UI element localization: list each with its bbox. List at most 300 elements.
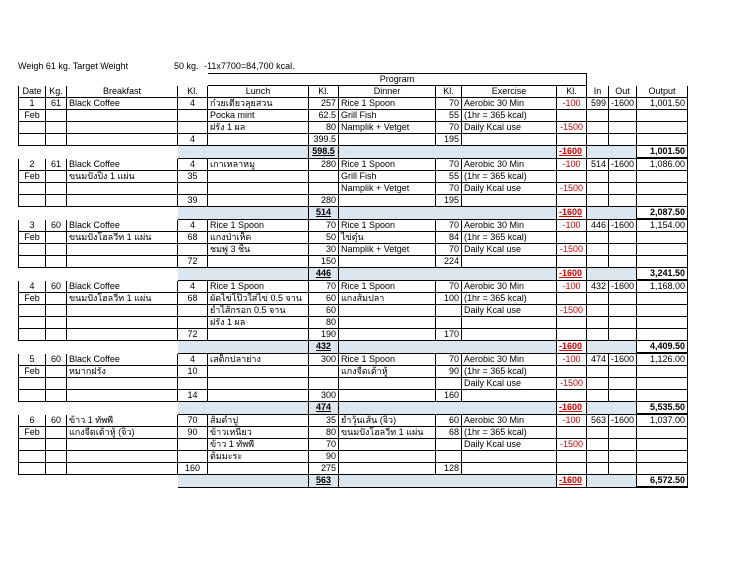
- kcal-in: 446: [587, 219, 609, 232]
- exercise-item: Daily Kcal use: [462, 183, 557, 195]
- table-row: [19, 414, 688, 427]
- kcal-out: [609, 244, 637, 256]
- breakfast-kl: [178, 439, 208, 451]
- weight-kg-empty: [46, 293, 67, 305]
- breakfast-kl: 4: [178, 219, 208, 232]
- lunch-kl: 62.5: [309, 110, 339, 122]
- current-weight: Weigh 61 kg. Target Weight: [18, 61, 129, 71]
- lunch-kl: 300: [309, 353, 339, 366]
- breakfast-item: [67, 378, 178, 390]
- lunch-kl: 70: [309, 280, 339, 293]
- kcal-out: -1600: [609, 98, 637, 110]
- dinner-item: แกงจืดเต้าหู้: [339, 366, 436, 378]
- total-shade: [587, 341, 637, 354]
- lunch-item: [208, 366, 309, 378]
- kcal-in: [587, 244, 609, 256]
- daily-output: [637, 451, 688, 463]
- breakfast-kl: 68: [178, 232, 208, 244]
- table-row: [19, 122, 688, 134]
- exercise-kl: [557, 451, 587, 463]
- breakfast-item: ขนมปังโฮลวีท 1 แผ่น: [67, 293, 178, 305]
- breakfast-item: Black Coffee: [67, 219, 178, 232]
- breakfast-empty: [67, 463, 178, 475]
- lunch-item: [208, 183, 309, 195]
- table-row: [19, 171, 688, 183]
- lunch-kl: 60: [309, 305, 339, 317]
- exercise-item: Aerobic 30 Min: [462, 353, 557, 366]
- kcal-out: [609, 232, 637, 244]
- cumulative-output: 4,409.50: [637, 341, 688, 354]
- lunch-item: Rice 1 Spoon: [208, 280, 309, 293]
- weight-kg-empty: [46, 366, 67, 378]
- kcal-in: 474: [587, 353, 609, 366]
- lunch-kl: 257: [309, 98, 339, 110]
- total-shade: [587, 146, 637, 159]
- day-number: 3: [19, 219, 46, 232]
- column-header: In: [587, 86, 609, 98]
- exercise-kl: -1500: [557, 244, 587, 256]
- lunch-item: เกาเหลาหมู: [208, 158, 309, 171]
- exercise-empty: [462, 390, 557, 402]
- lunch-kl: 60: [309, 293, 339, 305]
- weight-kg-empty: [46, 451, 67, 463]
- breakfast-empty: [67, 390, 178, 402]
- lunch-subtotal: 275: [309, 463, 339, 475]
- daily-output: 1,001.50: [637, 98, 688, 110]
- table-row: [19, 353, 688, 366]
- dinner-kl: [436, 305, 462, 317]
- breakfast-subtotal: 160: [178, 463, 208, 475]
- kcal-in: [587, 451, 609, 463]
- daily-output: [637, 305, 688, 317]
- lunch-kl: 30: [309, 244, 339, 256]
- date-empty: [19, 329, 46, 341]
- exercise-kl-empty: [557, 256, 587, 268]
- in-empty: [587, 195, 609, 207]
- dinner-kl: 68: [436, 427, 462, 439]
- exercise-kl-empty: [557, 390, 587, 402]
- lunch-empty: [208, 390, 309, 402]
- dinner-item: [339, 317, 436, 329]
- lunch-item: ต้มมะระ: [208, 451, 309, 463]
- weight-kg-empty: [46, 171, 67, 183]
- breakfast-kl: 70: [178, 414, 208, 427]
- exercise-kl: -100: [557, 219, 587, 232]
- daily-output: [637, 293, 688, 305]
- column-header: Kl.: [309, 86, 339, 98]
- date-empty: [19, 183, 46, 195]
- lunch-subtotal: 399.5: [309, 134, 339, 146]
- in-empty: [587, 390, 609, 402]
- spacer-cell: [19, 146, 178, 159]
- dinner-kl: 70: [436, 183, 462, 195]
- breakfast-empty: [67, 256, 178, 268]
- table-row: [19, 232, 688, 244]
- total-shade: [587, 402, 637, 415]
- kcal-in: [587, 366, 609, 378]
- dinner-kl: [436, 439, 462, 451]
- column-header: Kl.: [436, 86, 462, 98]
- breakfast-kl: [178, 244, 208, 256]
- day-total-row: [19, 475, 688, 488]
- out-empty: [609, 390, 637, 402]
- kcal-in: 432: [587, 280, 609, 293]
- spacer-cell: [19, 74, 208, 86]
- dinner-item: [339, 305, 436, 317]
- lunch-item: [208, 378, 309, 390]
- daily-output: 1,168.00: [637, 280, 688, 293]
- daily-output: [637, 122, 688, 134]
- total-shade: [587, 268, 637, 281]
- exercise-kl: -100: [557, 414, 587, 427]
- lunch-subtotal: 300: [309, 390, 339, 402]
- kcal-in: 514: [587, 158, 609, 171]
- out-empty: [609, 256, 637, 268]
- in-empty: [587, 463, 609, 475]
- dinner-kl: [436, 451, 462, 463]
- dinner-kl: [436, 317, 462, 329]
- lunch-empty: [208, 134, 309, 146]
- dinner-item: ยำวุ้นเส้น (จิ๋ว): [339, 414, 436, 427]
- kcal-out: [609, 293, 637, 305]
- lunch-item: Rice 1 Spoon: [208, 219, 309, 232]
- breakfast-kl: 4: [178, 353, 208, 366]
- day-exercise-total: -1600: [557, 341, 587, 354]
- cumulative-output: 2,087.50: [637, 207, 688, 220]
- dinner-subtotal: 160: [436, 390, 462, 402]
- table-row: [19, 378, 688, 390]
- breakfast-item: [67, 305, 178, 317]
- column-header-row: [19, 86, 688, 98]
- program-label: Program: [208, 74, 587, 86]
- dinner-item: Rice 1 Spoon: [339, 280, 436, 293]
- day-number: 4: [19, 280, 46, 293]
- exercise-kl-empty: [557, 463, 587, 475]
- total-shade: [178, 475, 309, 488]
- spacer-cell: [19, 268, 178, 281]
- day-exercise-total: -1600: [557, 402, 587, 415]
- weight-kg-empty: [46, 378, 67, 390]
- dinner-item: Rice 1 Spoon: [339, 353, 436, 366]
- in-empty: [587, 134, 609, 146]
- weight-kg-empty: [46, 110, 67, 122]
- column-header: Lunch: [208, 86, 309, 98]
- target-weight: 50 kg.: [174, 61, 199, 71]
- output-empty: [637, 390, 688, 402]
- dinner-kl: [436, 378, 462, 390]
- diet-program-table: [18, 73, 688, 488]
- exercise-kl: -100: [557, 280, 587, 293]
- dinner-item: Namplik + Vetget: [339, 122, 436, 134]
- kcal-out: [609, 183, 637, 195]
- spacer-cell: [587, 74, 688, 86]
- table-row: [19, 305, 688, 317]
- month: Feb: [19, 232, 46, 244]
- breakfast-kl: 4: [178, 280, 208, 293]
- dinner-empty: [339, 256, 436, 268]
- dinner-kl: 60: [436, 414, 462, 427]
- exercise-item: [462, 317, 557, 329]
- subtotal-row: [19, 329, 688, 341]
- exercise-empty: [462, 134, 557, 146]
- exercise-item: Daily Kcal use: [462, 439, 557, 451]
- month: Feb: [19, 171, 46, 183]
- dinner-empty: [339, 390, 436, 402]
- table-row: [19, 183, 688, 195]
- daily-output: [637, 171, 688, 183]
- cumulative-output: 5,535.50: [637, 402, 688, 415]
- lunch-kl: 50: [309, 232, 339, 244]
- breakfast-empty: [67, 134, 178, 146]
- lunch-item: [208, 171, 309, 183]
- dinner-empty: [339, 463, 436, 475]
- weight-kg-empty: [46, 122, 67, 134]
- weight-kg-empty: [46, 427, 67, 439]
- kcal-in: [587, 183, 609, 195]
- breakfast-empty: [67, 329, 178, 341]
- daily-output: [637, 183, 688, 195]
- day-kl-total: 446: [309, 268, 339, 281]
- kcal-out: [609, 305, 637, 317]
- dinner-item: Namplik + Vetget: [339, 183, 436, 195]
- breakfast-empty: [67, 195, 178, 207]
- in-empty: [587, 256, 609, 268]
- lunch-item: เสต็กปลาย่าง: [208, 353, 309, 366]
- breakfast-kl: [178, 122, 208, 134]
- weight-kg: 61: [46, 98, 67, 110]
- breakfast-kl: [178, 451, 208, 463]
- dinner-kl: 100: [436, 293, 462, 305]
- weight-kg-empty: [46, 329, 67, 341]
- dinner-item: Namplik + Vetget: [339, 244, 436, 256]
- breakfast-subtotal: 72: [178, 256, 208, 268]
- weight-kg: 60: [46, 414, 67, 427]
- lunch-subtotal: 280: [309, 195, 339, 207]
- output-empty: [637, 463, 688, 475]
- kcal-in: [587, 293, 609, 305]
- exercise-item: Aerobic 30 Min: [462, 219, 557, 232]
- kcal-in: 563: [587, 414, 609, 427]
- breakfast-subtotal: 39: [178, 195, 208, 207]
- breakfast-item: Black Coffee: [67, 280, 178, 293]
- lunch-kl: 90: [309, 451, 339, 463]
- date-empty: [19, 390, 46, 402]
- table-row: [19, 280, 688, 293]
- day-kl-total: 474: [309, 402, 339, 415]
- daily-output: [637, 110, 688, 122]
- breakfast-item: [67, 439, 178, 451]
- column-header: Out: [609, 86, 637, 98]
- lunch-kl: 80: [309, 427, 339, 439]
- lunch-item: ฝรั่ง 1 ผล: [208, 317, 309, 329]
- total-shade: [587, 207, 637, 220]
- exercise-kl: -100: [557, 98, 587, 110]
- breakfast-kl: 68: [178, 293, 208, 305]
- weight-kg-empty: [46, 244, 67, 256]
- output-empty: [637, 256, 688, 268]
- column-header: Date: [19, 86, 46, 98]
- dinner-item: แกงส้มปลา: [339, 293, 436, 305]
- kcal-in: [587, 232, 609, 244]
- daily-output: [637, 366, 688, 378]
- kcal-in: [587, 439, 609, 451]
- kcal-in: [587, 427, 609, 439]
- day-kl-total: 598.5: [309, 146, 339, 159]
- table-row: [19, 439, 688, 451]
- lunch-kl: 70: [309, 439, 339, 451]
- lunch-item: ก๋วยเตี๋ยวลุยสวน: [208, 98, 309, 110]
- total-shade: [178, 207, 309, 220]
- daily-output: 1,126.00: [637, 353, 688, 366]
- kcal-out: [609, 171, 637, 183]
- exercise-item: (1hr = 365 kcal): [462, 293, 557, 305]
- total-shade: [178, 341, 309, 354]
- dinner-kl: 70: [436, 122, 462, 134]
- table-row: [19, 244, 688, 256]
- breakfast-item: [67, 183, 178, 195]
- column-header: Output: [637, 86, 688, 98]
- total-shade: [339, 146, 557, 159]
- lunch-kl: [309, 183, 339, 195]
- lunch-kl: 280: [309, 158, 339, 171]
- exercise-item: (1hr = 365 kcal): [462, 171, 557, 183]
- subtotal-row: [19, 390, 688, 402]
- daily-output: 1,086.00: [637, 158, 688, 171]
- daily-output: [637, 232, 688, 244]
- in-empty: [587, 329, 609, 341]
- exercise-kl: [557, 366, 587, 378]
- breakfast-subtotal: 72: [178, 329, 208, 341]
- column-header: Kl.: [557, 86, 587, 98]
- cumulative-output: 6,572.50: [637, 475, 688, 488]
- kcal-calculation: -11x7700=84,700 kcal.: [204, 61, 295, 71]
- cumulative-output: 1,001.50: [637, 146, 688, 159]
- day-number: 5: [19, 353, 46, 366]
- out-empty: [609, 463, 637, 475]
- date-empty: [19, 439, 46, 451]
- kcal-in: [587, 122, 609, 134]
- exercise-kl: [557, 293, 587, 305]
- total-shade: [587, 475, 637, 488]
- dinner-empty: [339, 134, 436, 146]
- lunch-item: ยำไส้กรอก 0.5 จาน: [208, 305, 309, 317]
- table-row: [19, 366, 688, 378]
- exercise-kl: [557, 110, 587, 122]
- total-shade: [178, 268, 309, 281]
- breakfast-kl: [178, 317, 208, 329]
- weight-kg-empty: [46, 317, 67, 329]
- breakfast-item: Black Coffee: [67, 158, 178, 171]
- dinner-item: ไข่ตุ๋น: [339, 232, 436, 244]
- exercise-kl: -1500: [557, 378, 587, 390]
- date-empty: [19, 256, 46, 268]
- date-empty: [19, 378, 46, 390]
- kcal-out: [609, 451, 637, 463]
- kcal-in: [587, 317, 609, 329]
- dinner-subtotal: 195: [436, 134, 462, 146]
- dinner-kl: 70: [436, 98, 462, 110]
- day-total-row: [19, 341, 688, 354]
- lunch-empty: [208, 463, 309, 475]
- lunch-subtotal: 190: [309, 329, 339, 341]
- daily-output: [637, 244, 688, 256]
- breakfast-kl: 10: [178, 366, 208, 378]
- breakfast-kl: [178, 110, 208, 122]
- exercise-kl: [557, 317, 587, 329]
- breakfast-kl: 90: [178, 427, 208, 439]
- table-row: [19, 158, 688, 171]
- weight-kg: 61: [46, 158, 67, 171]
- total-shade: [178, 146, 309, 159]
- table-row: [19, 451, 688, 463]
- dinner-item: Rice 1 Spoon: [339, 158, 436, 171]
- spacer-cell: [19, 207, 178, 220]
- daily-output: 1,037.00: [637, 414, 688, 427]
- daily-output: [637, 439, 688, 451]
- spacer-cell: [19, 402, 178, 415]
- month: Feb: [19, 110, 46, 122]
- daily-output: [637, 317, 688, 329]
- dinner-kl: 84: [436, 232, 462, 244]
- kcal-out: [609, 317, 637, 329]
- dinner-kl: 55: [436, 171, 462, 183]
- breakfast-kl: 4: [178, 98, 208, 110]
- lunch-kl: 80: [309, 122, 339, 134]
- weight-kg-empty: [46, 305, 67, 317]
- subtotal-row: [19, 195, 688, 207]
- dinner-kl: 90: [436, 366, 462, 378]
- lunch-empty: [208, 256, 309, 268]
- exercise-item: Aerobic 30 Min: [462, 98, 557, 110]
- date-empty: [19, 463, 46, 475]
- exercise-kl: -100: [557, 158, 587, 171]
- table-row: [19, 317, 688, 329]
- breakfast-item: ขนมปังโฮลวีท 1 แผ่น: [67, 232, 178, 244]
- kcal-out: [609, 439, 637, 451]
- breakfast-item: [67, 451, 178, 463]
- exercise-item: Aerobic 30 Min: [462, 414, 557, 427]
- dinner-empty: [339, 195, 436, 207]
- breakfast-item: แกงจืดเต้าหู้ (จิ๋ว): [67, 427, 178, 439]
- exercise-item: (1hr = 365 kcal): [462, 232, 557, 244]
- exercise-empty: [462, 256, 557, 268]
- breakfast-kl: [178, 378, 208, 390]
- exercise-item: Daily Kcal use: [462, 244, 557, 256]
- exercise-kl: [557, 427, 587, 439]
- lunch-item: ชมพู่ 3 ชิ้น: [208, 244, 309, 256]
- kcal-in: [587, 305, 609, 317]
- lunch-subtotal: 150: [309, 256, 339, 268]
- lunch-item: ฝรั่ง 1 ผล: [208, 122, 309, 134]
- lunch-kl: 80: [309, 317, 339, 329]
- day-kl-total: 563: [309, 475, 339, 488]
- breakfast-item: [67, 122, 178, 134]
- spacer-cell: [19, 475, 178, 488]
- table-row: [19, 293, 688, 305]
- total-shade: [339, 207, 557, 220]
- dinner-item: [339, 451, 436, 463]
- daily-output: [637, 378, 688, 390]
- exercise-empty: [462, 329, 557, 341]
- exercise-kl: -1500: [557, 439, 587, 451]
- out-empty: [609, 195, 637, 207]
- month: Feb: [19, 366, 46, 378]
- program-row: [19, 74, 688, 86]
- kcal-out: -1600: [609, 280, 637, 293]
- day-exercise-total: -1600: [557, 475, 587, 488]
- weight-kg-empty: [46, 439, 67, 451]
- weight-kg-empty: [46, 195, 67, 207]
